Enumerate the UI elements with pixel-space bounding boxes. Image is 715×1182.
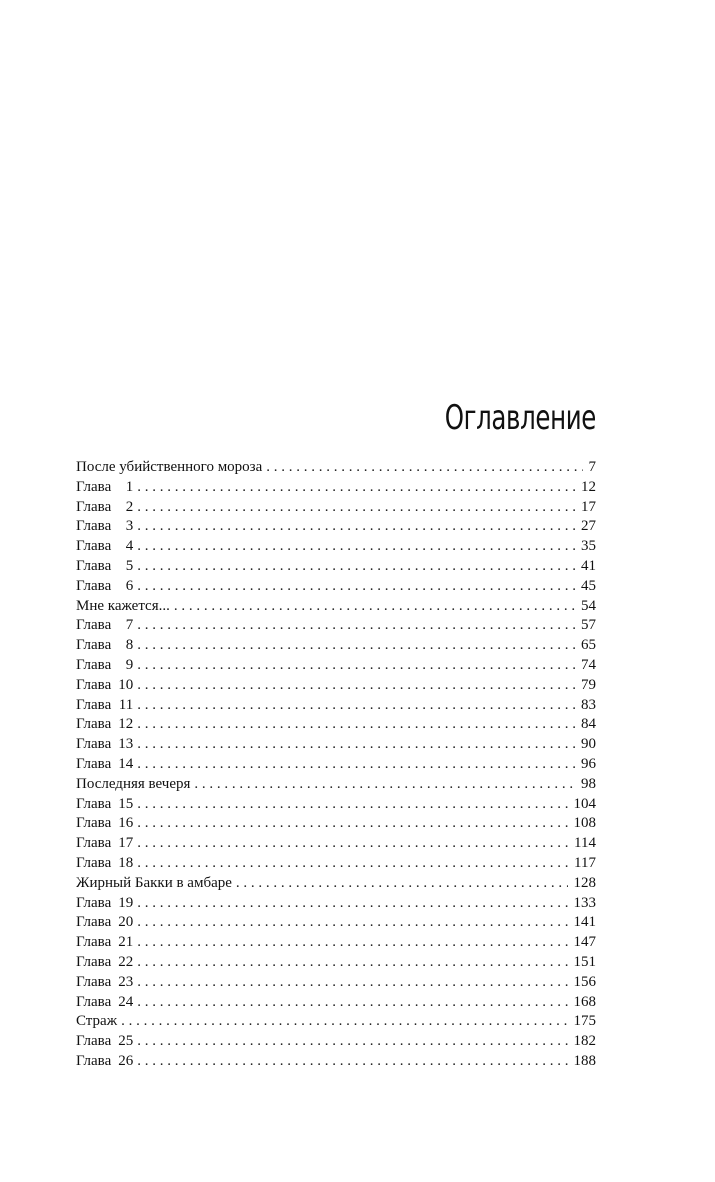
toc-entry-chapter-number: 10	[118, 676, 134, 693]
toc-entry-title: Глава	[76, 835, 112, 852]
toc-entry-page-number: 96	[581, 755, 596, 772]
toc-entry-title: Глава	[76, 736, 112, 753]
toc-entry[interactable]	[76, 597, 596, 617]
toc-entry-chapter-number: 16	[118, 815, 134, 832]
toc-dot-leader	[137, 537, 575, 557]
toc-entry-page-number: 65	[581, 637, 596, 654]
toc-entry-chapter-number: 8	[125, 637, 134, 654]
toc-entry-chapter-number: 25	[118, 1033, 134, 1050]
toc-entry-title: Глава	[76, 617, 112, 634]
toc-entry-page-number: 114	[574, 835, 596, 852]
toc-entry[interactable]	[76, 715, 596, 735]
toc-entry-label	[76, 775, 194, 795]
toc-entry-page-number: 12	[581, 478, 596, 495]
toc-entry-page-number: 133	[573, 894, 596, 911]
toc-entry-label	[76, 458, 266, 478]
toc-entry-page-number: 108	[573, 815, 596, 832]
toc-entry-chapter-number: 22	[118, 953, 134, 970]
toc-entry[interactable]	[76, 1052, 596, 1072]
toc-entry-chapter-number: 23	[118, 973, 134, 990]
toc-entry-label	[76, 715, 137, 735]
toc-entry-label	[76, 577, 137, 597]
toc-dot-leader	[137, 795, 567, 815]
toc-dot-leader	[137, 517, 575, 537]
toc-entry-page-number: 117	[574, 854, 596, 871]
toc-entry-chapter-number: 4	[125, 538, 134, 555]
toc-entry[interactable]	[76, 814, 596, 834]
toc-entry-page-number: 57	[581, 617, 596, 634]
toc-entry[interactable]	[76, 913, 596, 933]
toc-entry-label	[76, 854, 137, 874]
toc-entry-page-number: 156	[573, 973, 596, 990]
toc-entry[interactable]	[76, 953, 596, 973]
toc-dot-leader	[137, 715, 575, 735]
toc-dot-leader	[174, 597, 575, 617]
toc-entry-chapter-number: 15	[118, 795, 134, 812]
toc-entry[interactable]	[76, 775, 596, 795]
toc-entry-title: Глава	[76, 676, 112, 693]
toc-entry-label	[76, 874, 236, 894]
toc-entry-label	[76, 636, 137, 656]
toc-entry-page-number: 141	[573, 914, 596, 931]
toc-entry-label	[76, 814, 137, 834]
toc-entry-label	[76, 755, 137, 775]
toc-entry-title: Глава	[76, 815, 112, 832]
toc-entry-label	[76, 953, 137, 973]
toc-entry-chapter-number: 11	[118, 696, 134, 713]
toc-entry-label	[76, 933, 137, 953]
toc-entry-label	[76, 973, 137, 993]
toc-dot-leader	[137, 557, 575, 577]
toc-entry[interactable]	[76, 517, 596, 537]
toc-entry-label	[76, 696, 137, 716]
toc-entry-label	[76, 834, 137, 854]
toc-dot-leader	[137, 498, 575, 518]
toc-entry-page-number: 41	[581, 557, 596, 574]
toc-dot-leader	[137, 636, 575, 656]
toc-entry-title: Глава	[76, 973, 112, 990]
toc-entry-label	[76, 1032, 137, 1052]
toc-entry-label	[76, 993, 137, 1013]
toc-entry-label	[76, 676, 137, 696]
toc-entry-page-number: 35	[581, 538, 596, 555]
toc-entry-label	[76, 735, 137, 755]
toc-entry-page-number: 104	[573, 795, 596, 812]
toc-dot-leader	[137, 834, 568, 854]
toc-dot-leader	[137, 933, 567, 953]
toc-entry-title: Глава	[76, 716, 112, 733]
toc-entry-label	[76, 478, 137, 498]
toc-entry-title: Глава	[76, 637, 112, 654]
toc-entry-title: Глава	[76, 953, 112, 970]
toc-entry[interactable]	[76, 795, 596, 815]
toc-entry-title: Глава	[76, 557, 112, 574]
toc-entry-chapter-number: 9	[125, 656, 134, 673]
toc-entry[interactable]	[76, 854, 596, 874]
table-of-contents	[76, 458, 596, 1072]
toc-entry-page-number: 84	[581, 716, 596, 733]
toc-entry-title: Глава	[76, 894, 112, 911]
toc-entry-title: Глава	[76, 518, 112, 535]
toc-entry-page-number: 151	[573, 953, 596, 970]
toc-entry[interactable]	[76, 458, 596, 478]
toc-dot-leader	[137, 656, 575, 676]
toc-entry-title: Глава	[76, 914, 112, 931]
toc-entry-label	[76, 1012, 121, 1032]
toc-dot-leader	[137, 755, 575, 775]
toc-entry[interactable]	[76, 636, 596, 656]
toc-entry-page-number: 79	[581, 676, 596, 693]
toc-entry[interactable]	[76, 834, 596, 854]
toc-dot-leader	[137, 478, 575, 498]
toc-entry-title: Глава	[76, 538, 112, 555]
toc-entry[interactable]	[76, 755, 596, 775]
toc-entry-title: Жирный Бакки в амбаре	[76, 874, 232, 891]
toc-entry-page-number: 83	[581, 696, 596, 713]
toc-entry-label	[76, 537, 137, 557]
toc-entry-chapter-number: 12	[118, 716, 134, 733]
toc-entry-page-number: 147	[573, 934, 596, 951]
toc-entry[interactable]	[76, 616, 596, 636]
toc-entry-chapter-number: 2	[125, 498, 134, 515]
toc-entry-title: Глава	[76, 1052, 112, 1069]
toc-dot-leader	[137, 1032, 567, 1052]
toc-entry-title: После убийственного мороза	[76, 459, 263, 475]
toc-entry[interactable]	[76, 874, 596, 894]
page-title: Оглавление	[444, 398, 596, 438]
toc-entry-title: Глава	[76, 1033, 112, 1050]
toc-entry[interactable]	[76, 557, 596, 577]
toc-entry[interactable]	[76, 993, 596, 1013]
toc-dot-leader	[137, 913, 567, 933]
toc-entry-chapter-number: 26	[118, 1052, 134, 1069]
toc-dot-leader	[137, 953, 567, 973]
toc-entry-chapter-number: 3	[125, 518, 134, 535]
toc-entry-title: Глава	[76, 577, 112, 594]
toc-entry[interactable]	[76, 478, 596, 498]
toc-entry-page-number: 182	[573, 1033, 596, 1050]
toc-entry[interactable]	[76, 973, 596, 993]
toc-dot-leader	[137, 676, 575, 696]
toc-entry-page-number: 45	[581, 577, 596, 594]
toc-entry[interactable]	[76, 933, 596, 953]
toc-entry-page-number: 168	[573, 993, 596, 1010]
toc-entry-title: Глава	[76, 934, 112, 951]
toc-dot-leader	[194, 775, 575, 795]
toc-entry-label	[76, 498, 137, 518]
toc-entry-chapter-number: 21	[118, 934, 134, 951]
toc-entry[interactable]	[76, 498, 596, 518]
toc-entry[interactable]	[76, 676, 596, 696]
toc-entry-label	[76, 894, 137, 914]
toc-entry-title: Страж	[76, 1013, 118, 1030]
toc-entry-chapter-number: 7	[125, 617, 134, 634]
toc-entry-label	[76, 1052, 137, 1072]
toc-dot-leader	[137, 814, 567, 834]
toc-dot-leader	[137, 577, 575, 597]
toc-entry-title: Глава	[76, 795, 112, 812]
toc-entry-chapter-number: 24	[118, 993, 134, 1010]
toc-entry-title: Глава	[76, 498, 112, 515]
toc-dot-leader	[137, 696, 575, 716]
toc-dot-leader	[266, 458, 582, 478]
toc-dot-leader	[137, 1052, 567, 1072]
toc-entry-page-number: 188	[573, 1052, 596, 1069]
toc-entry-chapter-number: 5	[125, 557, 134, 574]
toc-entry[interactable]	[76, 577, 596, 597]
toc-entry-chapter-number: 17	[118, 835, 134, 852]
toc-entry-label	[76, 616, 137, 636]
toc-dot-leader	[137, 735, 575, 755]
toc-entry-label	[76, 597, 174, 617]
toc-entry-page-number: 74	[581, 656, 596, 673]
toc-entry-title: Глава	[76, 478, 112, 495]
toc-entry-title: Глава	[76, 656, 112, 673]
toc-entry-label	[76, 913, 137, 933]
toc-entry-page-number: 54	[581, 597, 596, 614]
toc-entry-page-number: 175	[573, 1013, 596, 1030]
toc-entry-page-number: 128	[573, 874, 596, 891]
toc-entry-page-number: 90	[581, 736, 596, 753]
toc-entry-chapter-number: 6	[125, 577, 134, 594]
toc-entry-chapter-number: 19	[118, 894, 134, 911]
toc-entry[interactable]	[76, 735, 596, 755]
toc-entry[interactable]	[76, 656, 596, 676]
toc-entry-title: Глава	[76, 755, 112, 772]
toc-entry-chapter-number: 14	[118, 755, 134, 772]
toc-entry-page-number: 98	[581, 775, 596, 792]
toc-entry-chapter-number: 20	[118, 914, 134, 931]
toc-entry-label	[76, 795, 137, 815]
toc-entry-label	[76, 557, 137, 577]
toc-entry-chapter-number: 13	[118, 736, 134, 753]
toc-entry-chapter-number: 1	[125, 478, 134, 495]
toc-entry-label	[76, 656, 137, 676]
toc-entry[interactable]	[76, 894, 596, 914]
toc-dot-leader	[137, 894, 567, 914]
toc-entry-title: Последняя вечеря	[76, 775, 191, 792]
toc-entry-title: Глава	[76, 854, 112, 871]
toc-entry-title: Глава	[76, 696, 112, 713]
toc-entry[interactable]	[76, 537, 596, 557]
toc-entry-page-number: 17	[581, 498, 596, 515]
toc-dot-leader	[137, 993, 567, 1013]
toc-dot-leader	[236, 874, 568, 894]
toc-entry-title: Глава	[76, 993, 112, 1010]
toc-entry[interactable]	[76, 1012, 596, 1032]
toc-entry-label	[76, 517, 137, 537]
toc-entry[interactable]	[76, 696, 596, 716]
toc-dot-leader	[137, 973, 567, 993]
toc-dot-leader	[137, 854, 568, 874]
toc-entry-chapter-number: 18	[118, 854, 134, 871]
toc-entry-page-number: 7	[588, 459, 596, 475]
toc-entry[interactable]	[76, 1032, 596, 1052]
toc-entry-title: Мне кажется...	[76, 597, 170, 614]
toc-entry-page-number: 27	[581, 518, 596, 535]
toc-dot-leader	[137, 616, 575, 636]
toc-dot-leader	[121, 1012, 567, 1032]
